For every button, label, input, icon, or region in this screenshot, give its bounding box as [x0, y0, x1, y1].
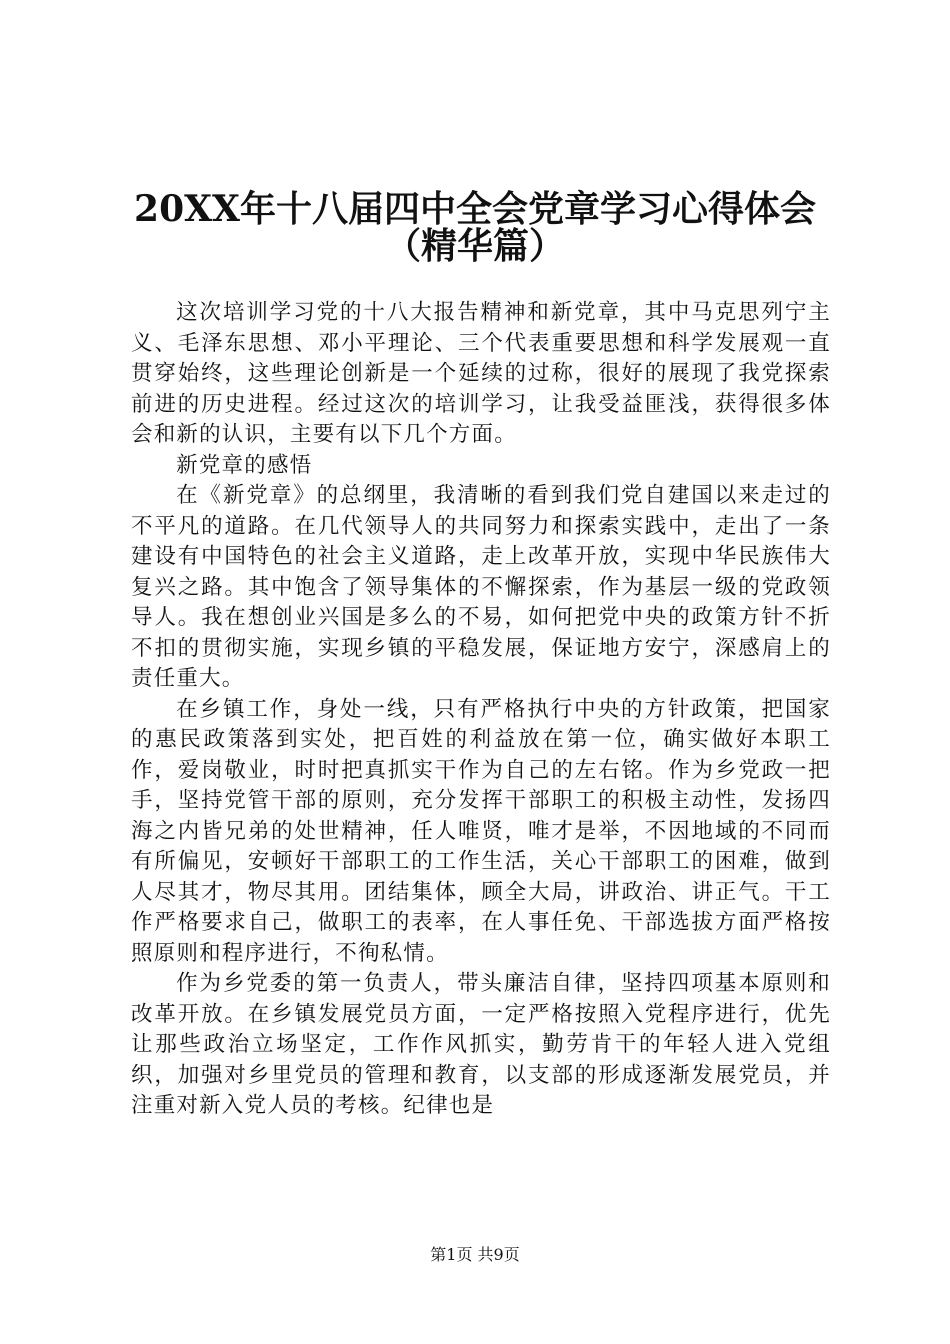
document-body — [131, 298, 831, 1122]
paragraph-intro: 这次培训学习党的十八大报告精神和新党章，其中马克思列宁主义、毛泽东思想、邓小平理论、三个代表重要思想和科学发展观一直贯穿始终，这些理论创新是一个延续的过称，很好的展现了我党探索前进的历史进程。经过这次的培训学习，让我受益匪浅，获得很多体会和新的认识，主要有以下几个方面。 — [131, 300, 831, 447]
paragraph-1: 在《新党章》的总纲里，我清晰的看到我们党自建国以来走过的不平凡的道路。在几代领导人的共同努力和探索实践中，走出了一条建设有中国特色的社会主义道路，走上改革开放，实现中华民族伟大复兴之路。其中饱含了领导集体的不懈探索，作为基层一级的党政领导人。我在想创业兴国是多么的不易，如何把党中央的政策方针不折不扣的贯彻实施，实现乡镇的平稳发展，保证地方安宁，深感肩上的责任重大。 — [131, 483, 831, 691]
paragraph-2: 在乡镇工作，身处一线，只有严格执行中央的方针政策，把国家的惠民政策落到实处，把百姓的利益放在第一位，确实做好本职工作，爱岗敬业，时时把真抓实干作为自己的左右铭。作为乡党政一把手，坚持党管干部的原则，充分发挥干部职工的积极主动性，发扬四海之内皆兄弟的处世精神，任人唯贤，唯才是举，不因地域的不同而有所偏见，安顿好干部职工的工作生活，关心干部职工的困难，做到人尽其才，物尽其用。团结集体，顾全大局，讲政治、讲正气。干工作严格要求自己，做职工的表率，在人事任免、干部选拔方面严格按照原则和程序进行，不徇私情。 — [131, 696, 831, 966]
document-subtitle: （精华篇） — [384, 225, 565, 267]
document-title: 20XX年十八届四中全会党章学习心得体会 — [134, 188, 816, 230]
page-footer: 第1页 共9页 — [430, 1245, 520, 1264]
section-heading: 新党章的感悟 — [176, 452, 313, 478]
paragraph-3: 作为乡党委的第一负责人，带头廉洁自律，坚持四项基本原则和改革开放。在乡镇发展党员方面，一定严格按照入党程序进行，优先让那些政治立场坚定，工作作风抓实，勤劳肯干的年轻人进入党组织，加强对乡里党员的管理和教育，以支部的形成逐渐发展党员，并注重对新入党人员的考核。纪律也是 — [131, 971, 831, 1118]
